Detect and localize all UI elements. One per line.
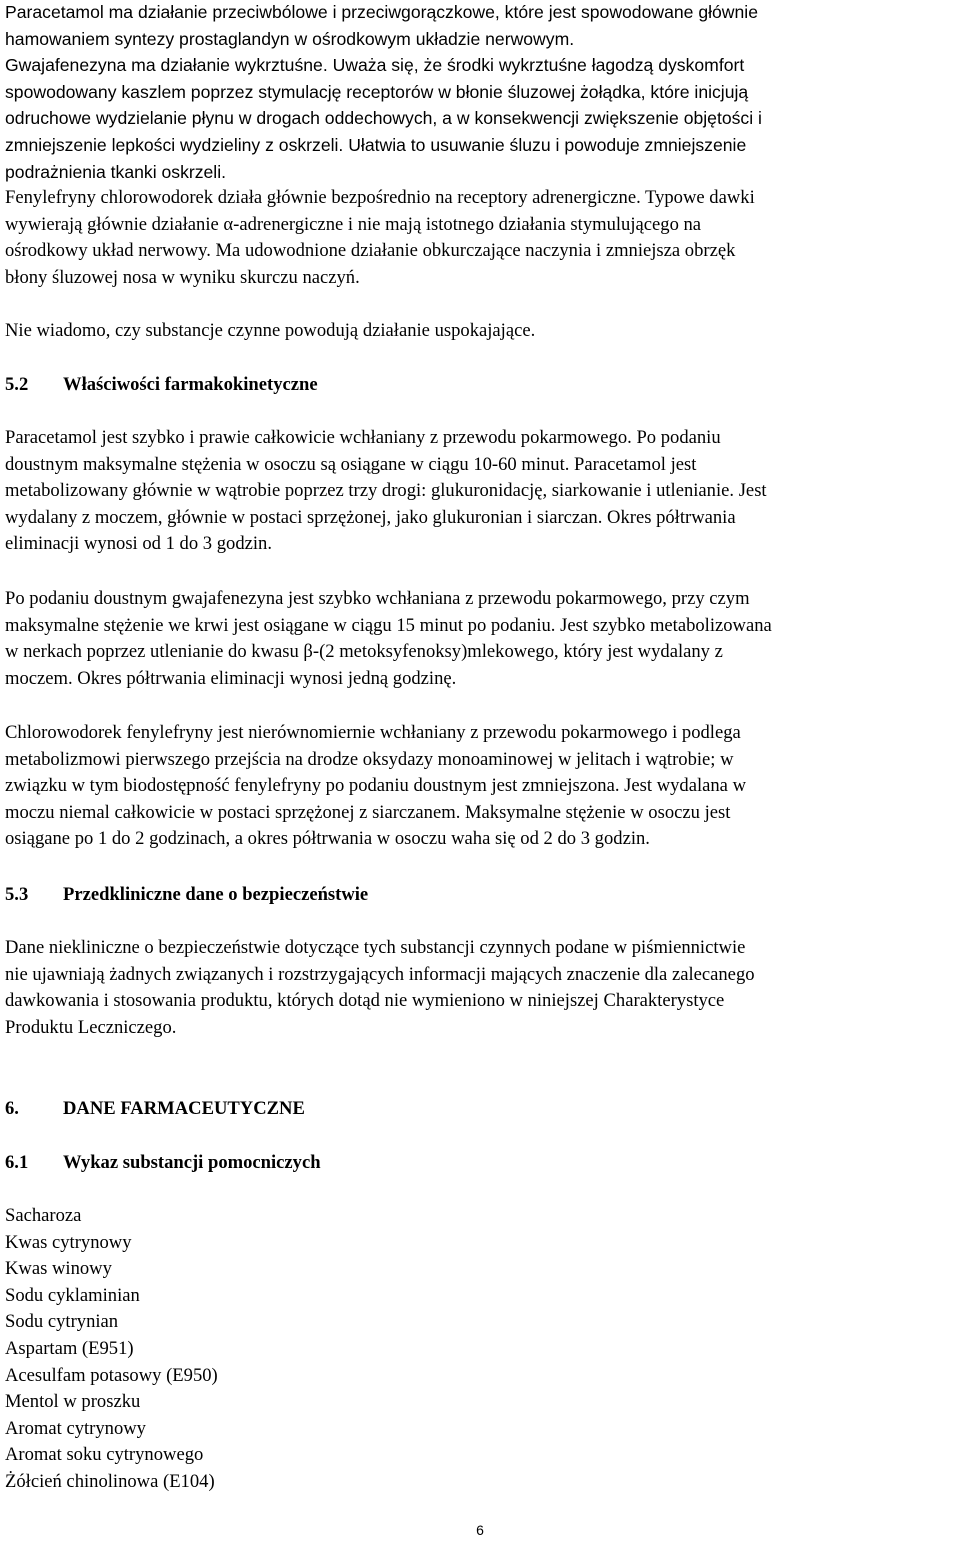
- paragraph-pk-paracetamol: [5, 425, 957, 558]
- paragraph-sedative: [5, 318, 957, 345]
- list-item: Acesulfam potasowy (E950): [5, 1364, 218, 1386]
- text-line: związku w tym biodostępność fenylefryny po podaniu doustnym jest zmniejszona. Jest wydalana w: [5, 775, 747, 797]
- text-line: metabolizmowi pierwszego przejścia na drodze oksydazy monoaminowej w jelitach i wątrobie; w: [5, 748, 734, 770]
- paragraph-pk-guaifenesin: [5, 586, 957, 692]
- text-line: doustnym maksymalne stężenia w osoczu są osiągane w ciągu 10-60 minut. Paracetamol jest: [5, 453, 697, 475]
- text-line: podrażnienia tkanki oskrzeli.: [5, 161, 227, 182]
- text-line: nie ujawniają żadnych związanych i rozstrzygających informacji mających znaczenie dla zalecanego: [5, 963, 755, 985]
- list-item: Aromat cytrynowy: [5, 1417, 146, 1439]
- text-line: dawkowania i stosowania produktu, których dotąd nie wymieniono w niniejszej Charakterystyce: [5, 990, 725, 1012]
- text-line: Fenylefryny chlorowodorek działa głównie bezpośrednio na receptory adrenergiczne. Typowe dawki: [5, 187, 755, 208]
- text-line: osiągane po 1 do 2 godzinach, a okres półtrwania w osoczu waha się od 2 do 3 godzin.: [5, 828, 650, 850]
- heading-number: 5.3: [5, 884, 29, 905]
- text-line: Chlorowodorek fenylefryny jest nierównomiernie wchłaniany z przewodu pokarmowego i podlega: [5, 722, 741, 743]
- list-item: Kwas cytrynowy: [5, 1231, 132, 1253]
- text-line: spowodowany kaszlem poprzez stymulację receptorów w błonie śluzowej żołądka, które inicjują: [5, 81, 749, 102]
- heading-5-3: [5, 882, 368, 908]
- text-line: hamowaniem syntezy prostaglandyn w ośrodkowym układzie nerwowym.: [5, 28, 575, 49]
- text-line: Po podaniu doustnym gwajafenezyna jest szybko wchłaniana z przewodu pokarmowego, przy czym: [5, 588, 750, 609]
- text-line: w nerkach poprzez utlenianie do kwasu β-(2 metoksyfenoksy)mlekowego, który jest wydalany z: [5, 641, 723, 663]
- text-line: Paracetamol jest szybko i prawie całkowicie wchłaniany z przewodu pokarmowego. Po podaniu: [5, 427, 721, 448]
- text-line: odruchowe wydzielanie płynu w drogach oddechowych, a w konsekwencji zwiększenie objętości i: [5, 108, 762, 129]
- text-line: eliminacji wynosi od 1 do 3 godzin.: [5, 533, 272, 555]
- list-item: Mentol w proszku: [5, 1391, 141, 1413]
- list-item: Sacharoza: [5, 1205, 82, 1226]
- text-line: Dane niekliniczne o bezpieczeństwie dotyczące tych substancji czynnych podane w piśmiennictwie: [5, 937, 746, 958]
- text-line: Gwajafenezyna ma działanie wykrztuśne. Uważa się, że środki wykrztuśne łagodzą dyskomfort: [5, 55, 745, 76]
- page-number: 6: [476, 1522, 484, 1538]
- text-line: Produktu Leczniczego.: [5, 1016, 177, 1038]
- text-line: maksymalne stężenie we krwi jest osiągane w ciągu 15 minut po podaniu. Jest szybko metabolizowana: [5, 614, 772, 636]
- text-line: wydalany z moczem, głównie w postaci sprzężonej, jako glukuronian i siarczan. Okres półtrwania: [5, 506, 736, 528]
- heading-title: Przedkliniczne dane o bezpieczeństwie: [63, 884, 369, 905]
- heading-title: Właściwości farmakokinetyczne: [63, 374, 318, 395]
- list-item: Sodu cyklaminian: [5, 1284, 140, 1306]
- list-item: Kwas winowy: [5, 1258, 112, 1280]
- text-line: Nie wiadomo, czy substancje czynne powodują działanie uspokajające.: [5, 320, 536, 341]
- text-line: ośrodkowy układ nerwowy. Ma udowodnione działanie obkurczające naczynia i zmniejsza obrzęk: [5, 240, 736, 262]
- heading-title: DANE FARMACEUTYCZNE: [63, 1098, 305, 1119]
- list-item: Aromat soku cytrynowego: [5, 1444, 204, 1466]
- heading-title: Wykaz substancji pomocniczych: [63, 1152, 321, 1173]
- heading-number: 6.: [5, 1098, 19, 1119]
- heading-5-2: [5, 372, 318, 398]
- text-line: zmniejszenie lepkości wydzieliny z oskrzeli. Ułatwia to usuwanie śluzu i powoduje zmniejszenie: [5, 134, 747, 155]
- paragraph-phenylephrine: [5, 185, 957, 291]
- paragraph-pk-phenylephrine: [5, 720, 957, 853]
- text-line: metabolizowany głównie w wątrobie poprzez trzy drogi: glukuronidację, siarkowanie i utlenianie. Jest: [5, 480, 767, 502]
- heading-6: [5, 1096, 305, 1122]
- excipient-list: [5, 1203, 218, 1496]
- text-line: moczem. Okres półtrwania eliminacji wynosi jedną godzinę.: [5, 667, 457, 689]
- heading-number: 6.1: [5, 1152, 29, 1173]
- heading-6-1: [5, 1150, 321, 1176]
- text-line: moczu niemal całkowicie w postaci sprzężonej z siarczanem. Maksymalne stężenie w osoczu jest: [5, 801, 731, 823]
- paragraph-mechanism: [5, 0, 957, 185]
- text-line: błony śluzowej nosa w wyniku skurczu naczyń.: [5, 266, 360, 288]
- list-item: Żółcień chinolinowa (E104): [5, 1470, 215, 1492]
- text-line: Paracetamol ma działanie przeciwbólowe i przeciwgorączkowe, które jest spowodowane głównie: [5, 2, 758, 22]
- list-item: Sodu cytrynian: [5, 1311, 119, 1333]
- text-line: wywierają głównie działanie α-adrenergiczne i nie mają istotnego działania stymulującego na: [5, 213, 702, 235]
- heading-number: 5.2: [5, 374, 29, 395]
- list-item: Aspartam (E951): [5, 1337, 134, 1359]
- paragraph-preclinical: [5, 935, 957, 1041]
